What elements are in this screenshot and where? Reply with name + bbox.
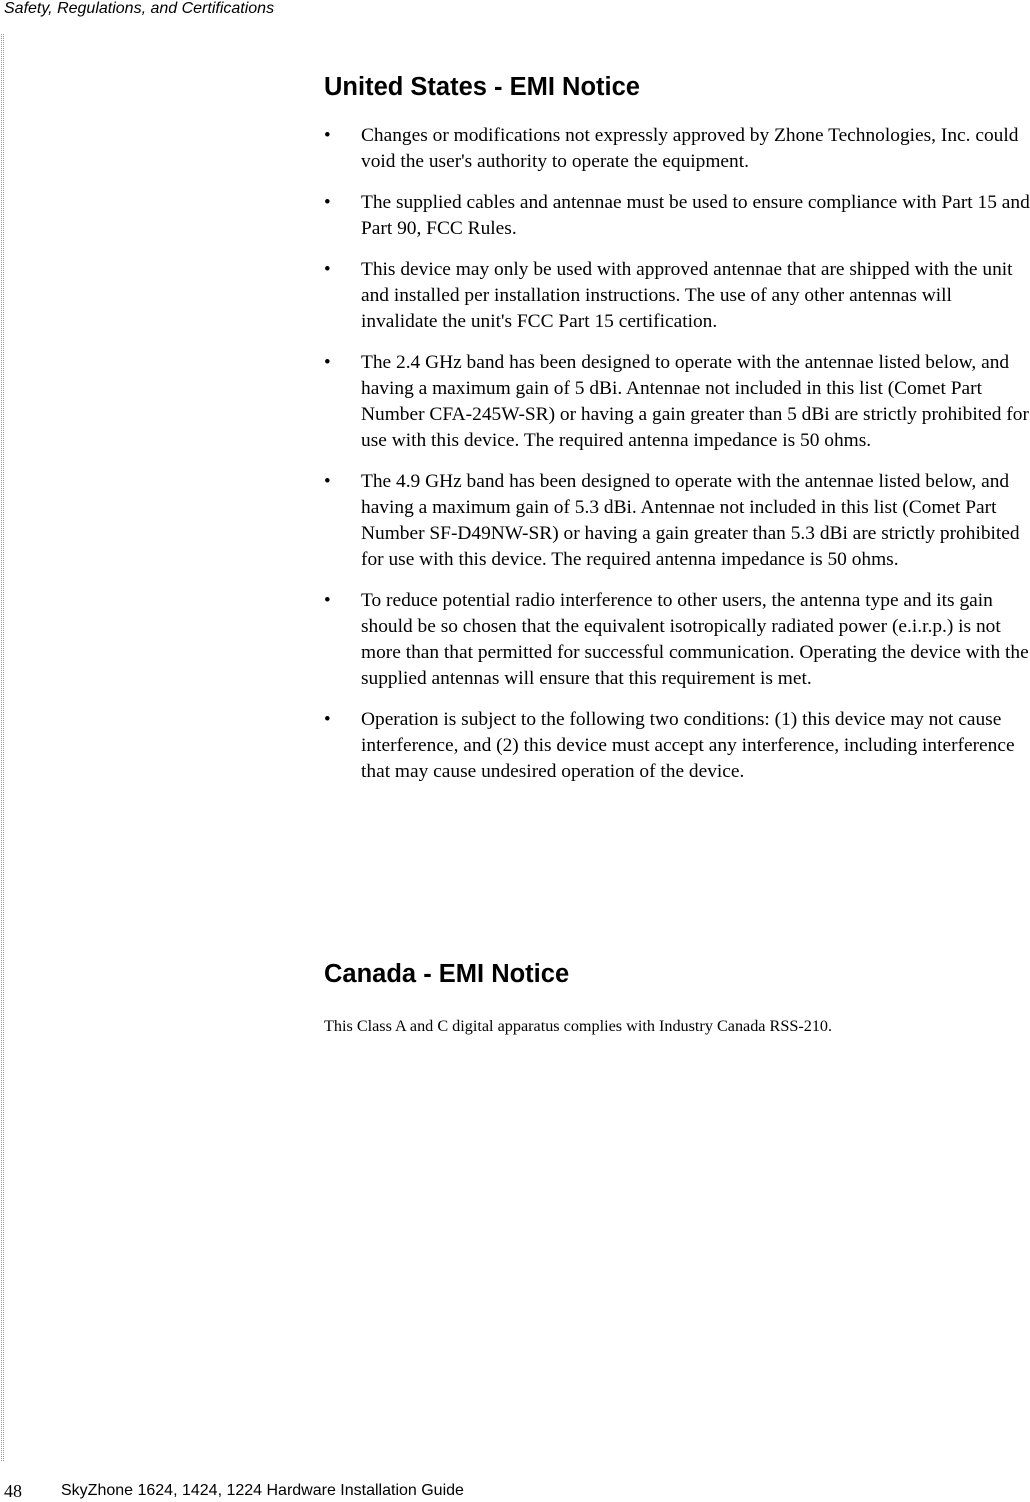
list-item (324, 350, 1030, 454)
list-item-text: To reduce potential radio interference to other users, the antenna type and its gain should be so chosen that the equivalent isotropically radiated power (e.i.r.p.) is not more than that permitted for successful communication. Operating the device with the supplied antennas will ensure that this requirement is met. (361, 590, 1029, 689)
list-item-text: The supplied cables and antennae must be used to ensure compliance with Part 15 and Part 90, FCC Rules. (361, 192, 1030, 239)
bullet-icon: • (324, 259, 331, 280)
list-item (324, 123, 1030, 175)
list-item (324, 257, 1030, 335)
us-emi-list (324, 123, 1030, 800)
margin-rule (1, 34, 4, 1461)
bullet-icon: • (324, 709, 331, 730)
list-item (324, 588, 1030, 692)
canada-emi-heading: Canada - EMI Notice (324, 960, 570, 988)
list-item (324, 707, 1030, 785)
bullet-icon: • (324, 590, 331, 611)
page-footer (4, 1480, 1024, 1502)
list-item (324, 190, 1030, 242)
us-emi-heading: United States - EMI Notice (324, 73, 640, 101)
list-item-text: This device may only be used with approved antennae that are shipped with the unit and installed per installation instructions. The use of any other antennas will invalidate the unit's FCC Part 15 certification. (361, 259, 1013, 332)
bullet-icon: • (324, 352, 331, 373)
list-item (324, 469, 1030, 573)
canada-emi-body: This Class A and C digital apparatus complies with Industry Canada RSS-210. (324, 1017, 833, 1035)
list-item-text: The 4.9 GHz band has been designed to operate with the antennae listed below, and having a maximum gain of 5.3 dBi. Antennae not included in this list (Comet Part Number SF-D49NW-SR) or having a gain greater than 5.3 dBi are strictly prohibited for use with this device. The required antenna impedance is 50 ohms. (361, 471, 1020, 570)
bullet-icon: • (324, 125, 331, 146)
list-item-text: The 2.4 GHz band has been designed to operate with the antennae listed below, and having a maximum gain of 5 dBi. Antennae not included in this list (Comet Part Number CFA-245W-SR) or having a gain greater than 5 dBi are strictly prohibited for use with this device. The required antenna impedance is 50 ohms. (361, 352, 1029, 451)
list-item-text: Operation is subject to the following two conditions: (1) this device may not cause interference, and (2) this device must accept any interference, including interference that may cause undesired operation of the device. (361, 709, 1015, 782)
running-header: Safety, Regulations, and Certifications (4, 0, 275, 17)
bullet-icon: • (324, 471, 331, 492)
list-item-text: Changes or modifications not expressly approved by Zhone Technologies, Inc. could void the user's authority to operate the equipment. (361, 125, 1019, 172)
page-number: 48 (4, 1481, 22, 1501)
guide-title: SkyZhone 1624, 1424, 1224 Hardware Installation Guide (61, 1482, 464, 1499)
bullet-icon: • (324, 192, 331, 213)
